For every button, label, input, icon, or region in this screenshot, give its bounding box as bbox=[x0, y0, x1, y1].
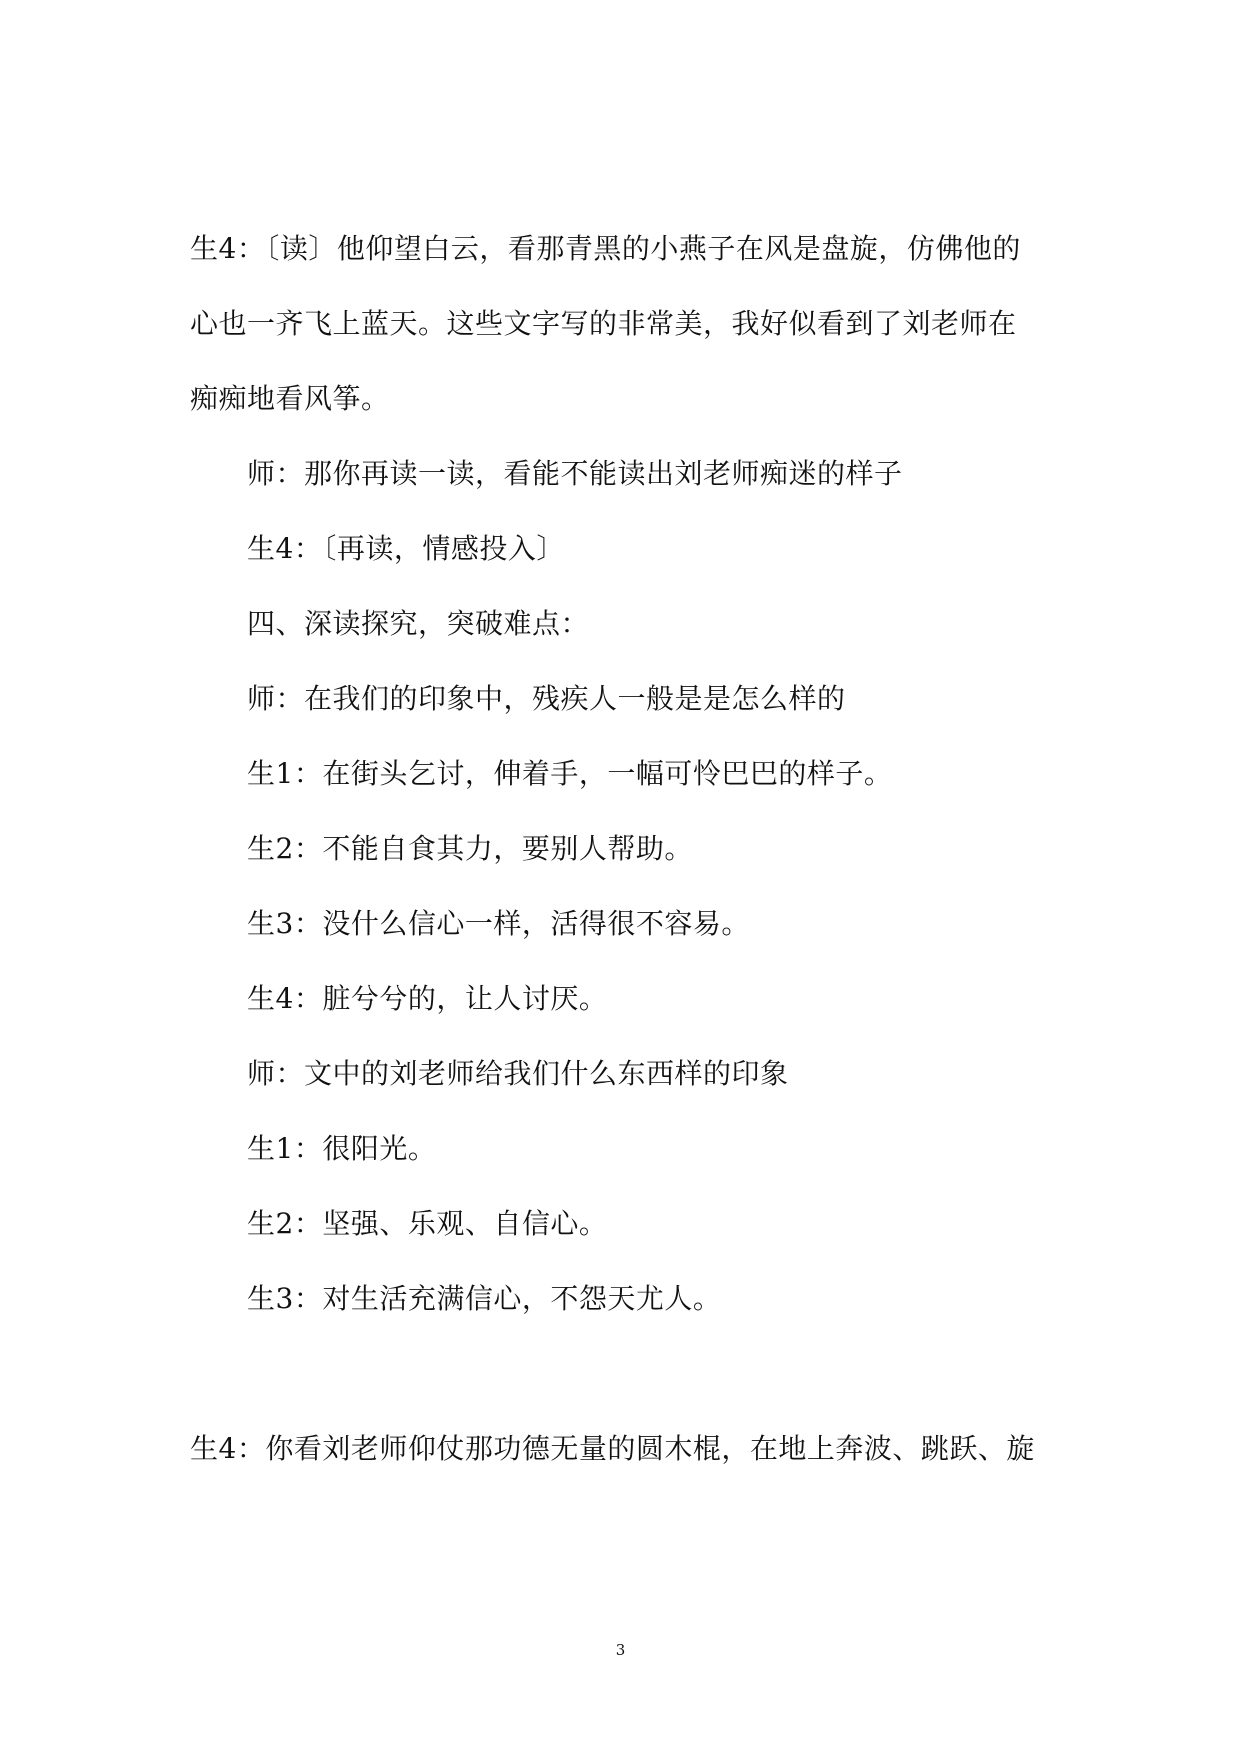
paragraph-line-11: 生4：脏兮兮的，让人讨厌。 bbox=[247, 982, 608, 1015]
section-heading: 四、深读探究，突破难点： bbox=[247, 607, 590, 640]
paragraph-line-8: 生1：在街头乞讨，伸着手，一幅可怜巴巴的样子。 bbox=[247, 757, 893, 790]
paragraph-line-12: 师：文中的刘老师给我们什么东西样的印象 bbox=[247, 1057, 789, 1090]
paragraph-line-15: 生3：对生活充满信心，不怨天尤人。 bbox=[247, 1282, 722, 1315]
paragraph-line-7: 师：在我们的印象中，残疾人一般是是怎么样的 bbox=[247, 682, 846, 715]
paragraph-line-1: 生4：〔读〕他仰望白云，看那青黑的小燕子在风是盘旋，仿佛他的 bbox=[190, 232, 1021, 265]
page-number: 3 bbox=[615, 1641, 626, 1659]
paragraph-line-13: 生1：很阳光。 bbox=[247, 1132, 437, 1165]
paragraph-line-5: 生4：〔再读，情感投入〕 bbox=[247, 532, 565, 565]
paragraph-line-10: 生3：没什么信心一样，活得很不容易。 bbox=[247, 907, 750, 940]
paragraph-line-14: 生2：坚强、乐观、自信心。 bbox=[247, 1207, 608, 1240]
paragraph-line-16: 生4：你看刘老师仰仗那功德无量的圆木棍，在地上奔波、跳跃、旋 bbox=[190, 1432, 1035, 1465]
paragraph-line-4: 师：那你再读一读，看能不能读出刘老师痴迷的样子 bbox=[247, 457, 903, 490]
paragraph-line-2: 心也一齐飞上蓝天。这些文字写的非常美，我好似看到了刘老师在 bbox=[190, 307, 1017, 340]
paragraph-line-3: 痴痴地看风筝。 bbox=[190, 382, 390, 415]
paragraph-line-9: 生2：不能自食其力，要别人帮助。 bbox=[247, 832, 693, 865]
